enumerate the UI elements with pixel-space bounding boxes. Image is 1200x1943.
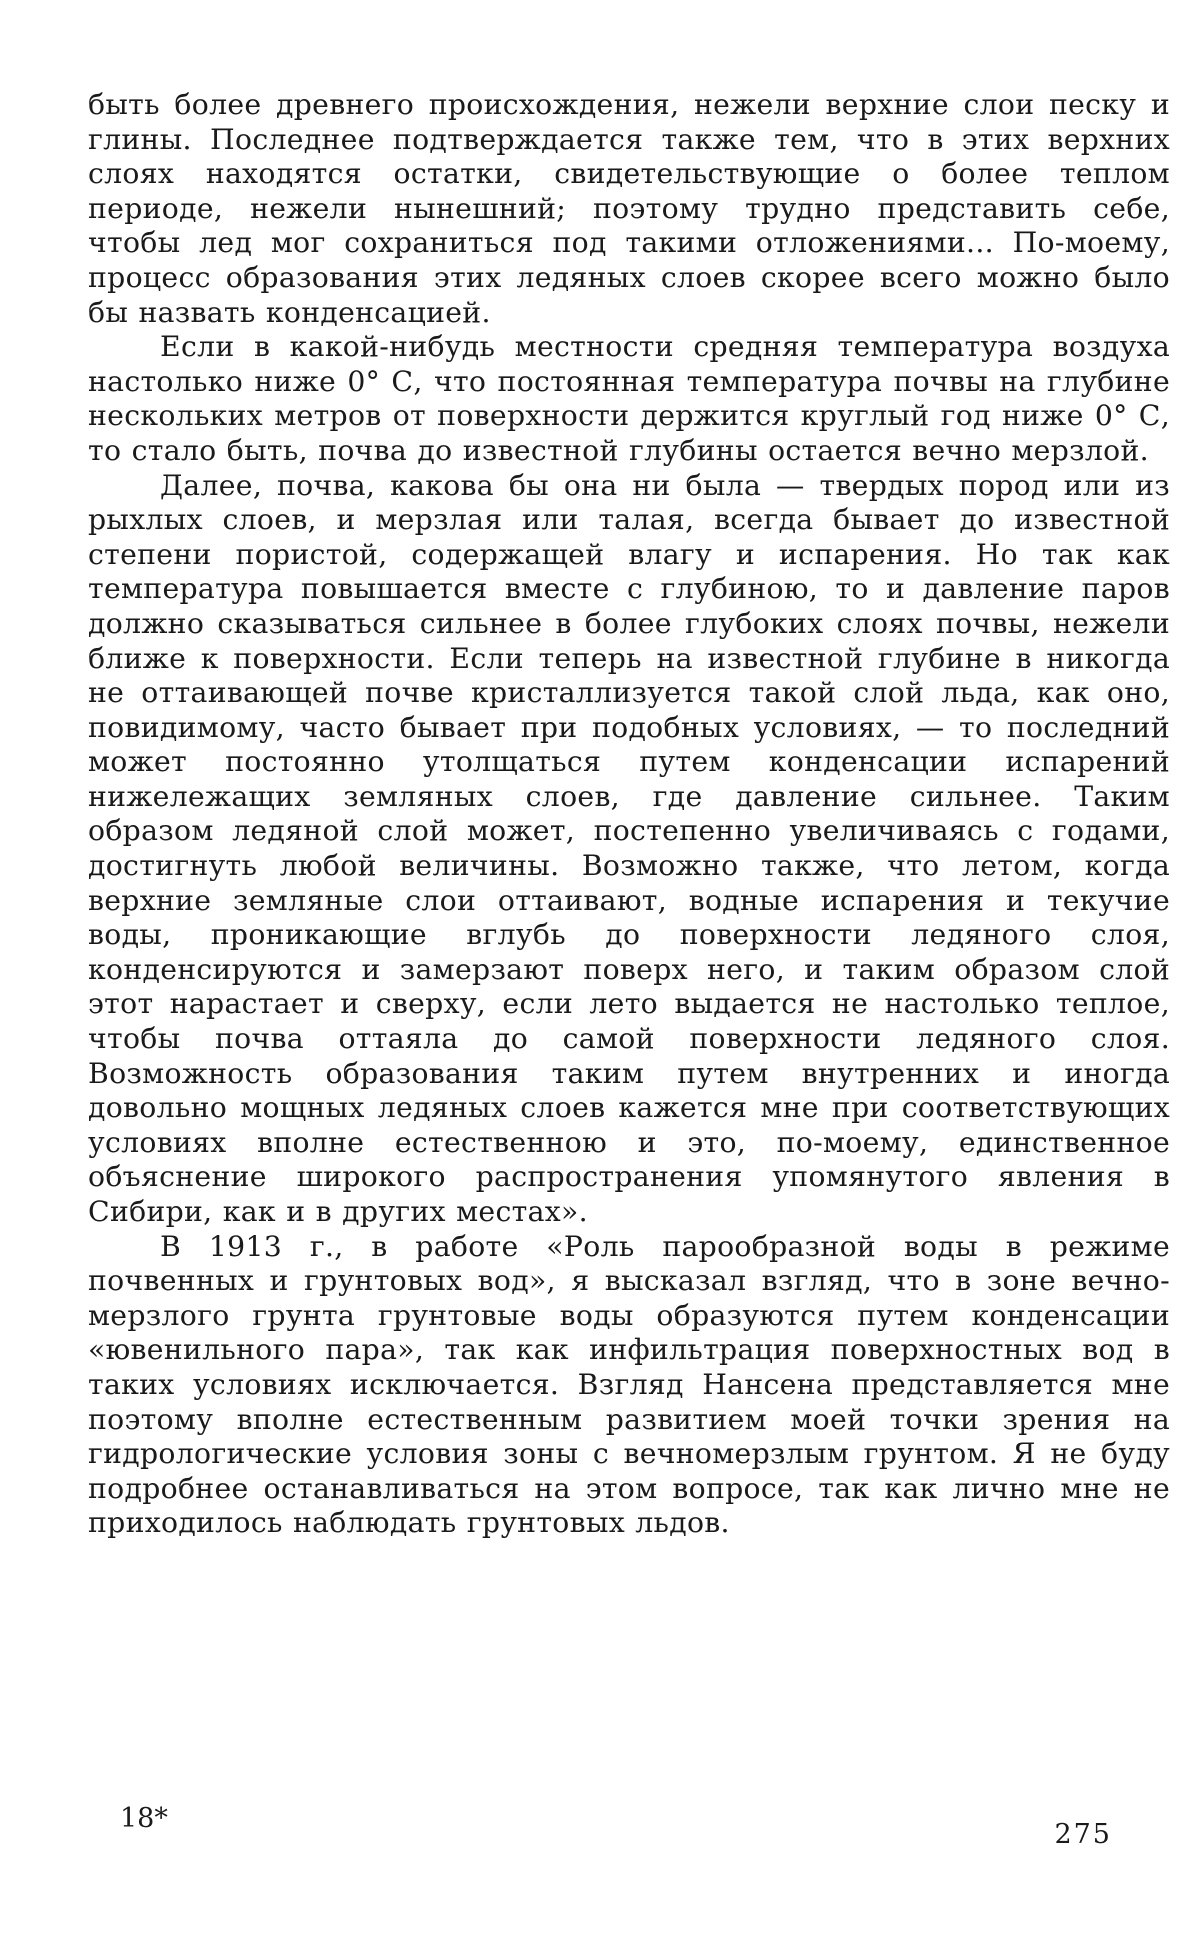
paragraph-continuation: быть более древнего происхождения, нежели верхние слои песку и глины. Последнее подтверждается также тем, что в этих верхних слоях находятся остатки, свидетельствующие о более теплом периоде, нежели нынешний; поэтому трудно представить себе, чтобы лед мог сохраниться под такими отложениями... По-моему, процесс образования этих ледяных слоев скорее всего можно было бы назвать конденсацией. — [88, 88, 1170, 329]
paragraph-temperature: Если в какой-нибудь местности средняя температура воздуха настолько ниже 0° С, что постоянная температура почвы на глубине нескольких метров от поверхности держится круглый год ниже 0° С, то стало быть, почва до известной глубины остается вечно мерзлой. — [88, 330, 1170, 467]
paragraph-soil-porosity: Далее, почва, какова бы она ни была — твердых пород или из рыхлых слоев, и мерзлая или талая, всегда бывает до известной степени пористой, содержащей влагу и испарения. Но так как температура повышается вместе с глубиною, то и давление паров должно сказываться сильнее в более глубоких слоях почвы, нежели ближе к поверхности. Если теперь на известной глубине в никогда не оттаивающей почве кристаллизуется такой слой льда, как оно, повидимому, часто бывает при подобных условиях, — то последний может постоянно утолщаться путем конденсации испарений нижележащих земляных слоев, где давление сильнее. Таким образом ледяной слой может, постепенно увеличиваясь с годами, достигнуть любой величины. Возможно также, что летом, когда верхние земляные слои оттаивают, водные испарения и текучие воды, проникающие вглубь до поверхности ледяного слоя, конденсируются и замерзают поверх него, и таким образом слой этот нарастает и сверху, если лето выдается не настолько теплое, чтобы почва оттаяла до самой поверхности ледяного слоя. Возможность образования таким путем внутренних и иногда довольно мощных ледяных слоев кажется мне при соответствующих условиях вполне естественною и это, по-моему, единственное объяснение широкого распространения упомянутого явления в Сибири, как и в других местах». — [88, 468, 1170, 1228]
page-footer — [0, 1803, 1200, 1850]
page-number: 275 — [1054, 1819, 1112, 1850]
page-body — [88, 88, 1170, 1541]
paragraph-author-view: В 1913 г., в работе «Роль парообразной воды в режиме почвенных и грунтовых вод», я высказал взгляд, что в зоне вечно-мерзлого грунта грунтовые воды образуются путем конденсации «ювенильного пара», так как инфильтрация поверхностных вод в таких условиях исключается. Взгляд Нансена представляется мне поэтому вполне естественным развитием моей точки зрения на гидрологические условия зоны с вечномерзлым грунтом. Я не буду подробнее останавливаться на этом вопросе, так как лично мне не приходилось наблюдать грунтовых льдов. — [88, 1229, 1170, 1540]
signature-mark: 18* — [120, 1803, 168, 1834]
